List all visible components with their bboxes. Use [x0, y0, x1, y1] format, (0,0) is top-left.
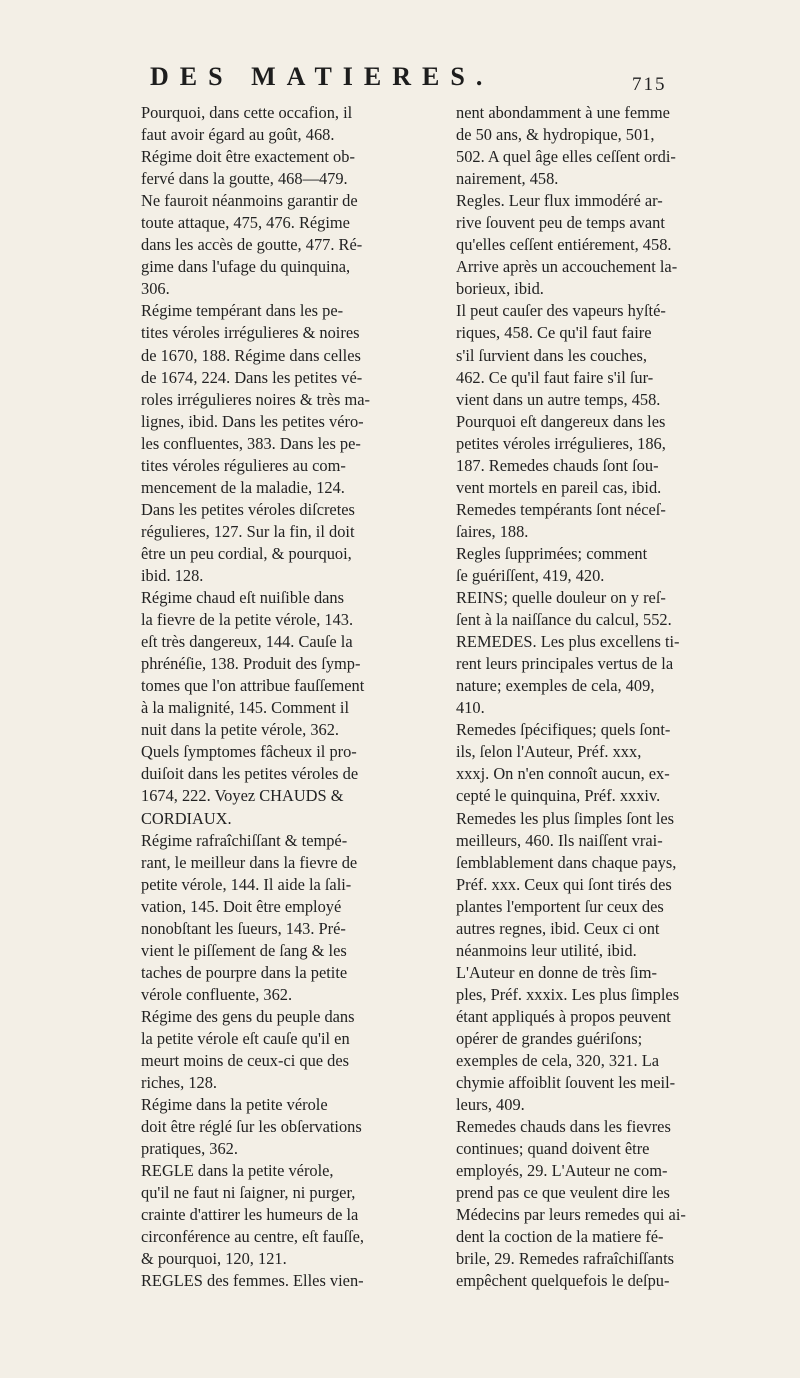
index-line: toute attaque, 475, 476. Régime	[141, 213, 350, 233]
index-line: ſe guériſſent, 419, 420.	[456, 565, 605, 585]
left-column	[141, 102, 441, 1293]
index-line: Remedes les plus ſimples ſont les	[456, 808, 675, 828]
index-line: Il peut cauſer des vapeurs hyſté-	[456, 301, 666, 321]
index-line: Régime tempérant dans les pe-	[141, 301, 344, 321]
index-line: étant appliqués à propos peuvent	[456, 1006, 671, 1026]
index-line: taches de pourpre dans la petite	[141, 962, 348, 982]
index-line: 187. Remedes chauds ſont ſou-	[456, 455, 659, 475]
index-line: rant, le meilleur dans la fievre de	[141, 852, 358, 872]
index-line: Remedes tempérants ſont néceſ-	[456, 499, 666, 519]
index-line: ils, ſelon l'Auteur, Préf. xxx,	[456, 742, 642, 762]
index-line: ſent à la naiſſance du calcul, 552.	[456, 610, 672, 630]
index-line: xxxj. On n'en connoît aucun, ex-	[456, 764, 670, 784]
index-line: vation, 145. Doit être employé	[141, 896, 342, 916]
index-line: de 1674, 224. Dans les petites vé-	[141, 367, 363, 387]
index-line: brile, 29. Remedes rafraîchiſſants	[456, 1249, 675, 1269]
index-line: fervé dans la goutte, 468—479.	[141, 169, 348, 189]
index-line: vérole confluente, 362.	[141, 984, 293, 1004]
index-line: meilleurs, 460. Ils naiſſent vrai-	[456, 830, 663, 850]
index-line: nonobſtant les ſueurs, 143. Pré-	[141, 918, 346, 938]
index-line: Dans les petites véroles diſcretes	[141, 499, 355, 519]
index-line: néanmoins leur utilité, ibid.	[456, 940, 637, 960]
index-line: empêchent quelquefois le deſpu-	[456, 1271, 670, 1291]
index-line: la fievre de la petite vérole, 143.	[141, 610, 354, 630]
index-line: 502. A quel âge elles ceſſent ordi-	[456, 147, 676, 167]
index-line: Médecins par leurs remedes qui ai-	[456, 1205, 686, 1225]
index-line: CORDIAUX.	[141, 808, 232, 828]
index-line: de 50 ans, & hydropique, 501,	[456, 125, 655, 145]
index-line: pratiques, 362.	[141, 1139, 238, 1159]
index-line: lignes, ibid. Dans les petites véro-	[141, 411, 364, 431]
index-line: 462. Ce qu'il faut faire s'il ſur-	[456, 367, 654, 387]
index-line: Remedes ſpécifiques; quels ſont-	[456, 720, 671, 740]
index-line: faut avoir égard au goût, 468.	[141, 125, 335, 145]
index-line: ples, Préf. xxxix. Les plus ſimples	[456, 984, 680, 1004]
index-line: Régime dans la petite vérole	[141, 1095, 328, 1115]
index-line: s'il ſurvient dans les couches,	[456, 345, 647, 365]
index-line: Arrive après un accouchement la-	[456, 257, 678, 277]
index-line: REGLES des femmes. Elles vien-	[141, 1271, 364, 1291]
index-line: ibid. 128.	[141, 565, 204, 585]
index-line: meurt moins de ceux-ci que des	[141, 1051, 350, 1071]
index-line: REGLE dans la petite vérole,	[141, 1161, 334, 1181]
index-line: riques, 458. Ce qu'il faut faire	[456, 323, 652, 343]
index-line: Régime des gens du peuple dans	[141, 1006, 355, 1026]
index-line: continues; quand doivent être	[456, 1139, 650, 1159]
index-line: ſemblablement dans chaque pays,	[456, 852, 677, 872]
index-line: rent leurs principales vertus de la	[456, 654, 674, 674]
index-line: employés, 29. L'Auteur ne com-	[456, 1161, 668, 1181]
index-line: Régime chaud eſt nuiſible dans	[141, 588, 345, 608]
index-line: petite vérole, 144. Il aide la ſali-	[141, 874, 352, 894]
index-line: Pourquoi, dans cette occafion, il	[141, 103, 353, 122]
index-line: vient dans un autre temps, 458.	[456, 389, 661, 409]
index-line: Regles. Leur flux immodéré ar-	[456, 191, 663, 211]
index-line: Régime rafraîchiſſant & tempé-	[141, 830, 348, 850]
index-line: REINS; quelle douleur on y reſ-	[456, 588, 666, 608]
index-line: gime dans l'ufage du quinquina,	[141, 257, 351, 277]
index-line: vient le piſſement de ſang & les	[141, 940, 347, 960]
index-line: REMEDES. Les plus excellens ti-	[456, 632, 680, 652]
index-line: leurs, 409.	[456, 1095, 525, 1115]
index-line: 410.	[456, 698, 485, 718]
index-line: nature; exemples de cela, 409,	[456, 676, 655, 696]
index-line: à la malignité, 145. Comment il	[141, 698, 350, 718]
index-line: Préf. xxx. Ceux qui ſont tirés des	[456, 874, 672, 894]
index-line: exemples de cela, 320, 321. La	[456, 1051, 659, 1071]
index-line: Remedes chauds dans les fievres	[456, 1117, 671, 1137]
index-line: & pourquoi, 120, 121.	[141, 1249, 287, 1269]
index-line: riches, 128.	[141, 1073, 218, 1093]
page-number: 715	[632, 74, 667, 95]
index-line: dent la coction de la matiere fé-	[456, 1227, 664, 1247]
index-line: plantes l'emportent ſur ceux des	[456, 896, 664, 916]
right-column	[456, 102, 758, 1293]
index-line: duiſoit dans les petites véroles de	[141, 764, 359, 784]
index-line: roles irrégulieres noires & très ma-	[141, 389, 370, 409]
index-line: petites véroles irrégulieres, 186,	[456, 433, 666, 453]
index-line: de 1670, 188. Régime dans celles	[141, 345, 361, 365]
index-line: 306.	[141, 279, 170, 299]
index-line: nuit dans la petite vérole, 362.	[141, 720, 340, 740]
index-line: eſt très dangereux, 144. Cauſe la	[141, 632, 353, 652]
index-line: crainte d'attirer les humeurs de la	[141, 1205, 359, 1225]
index-line: qu'il ne faut ni ſaigner, ni purger,	[141, 1183, 356, 1203]
index-line: cepté le quinquina, Préf. xxxiv.	[456, 786, 661, 806]
index-line: les confluentes, 383. Dans les pe-	[141, 433, 361, 453]
index-line: tites véroles régulieres au com-	[141, 455, 346, 475]
index-line: borieux, ibid.	[456, 279, 544, 299]
index-line: prend pas ce que veulent dire les	[456, 1183, 670, 1203]
index-line: mencement de la maladie, 124.	[141, 477, 345, 497]
index-line: circonférence au centre, eſt fauſſe,	[141, 1227, 364, 1247]
page-header	[0, 62, 800, 102]
index-line: Quels ſymptomes fâcheux il pro-	[141, 742, 357, 762]
index-line: être un peu cordial, & pourquoi,	[141, 543, 352, 563]
index-line: Pourquoi eſt dangereux dans les	[456, 411, 666, 431]
index-line: rive ſouvent peu de temps avant	[456, 213, 665, 233]
index-line: tomes que l'on attribue fauſſement	[141, 676, 365, 696]
index-line: régulieres, 127. Sur la fin, il doit	[141, 521, 355, 541]
index-line: doit être réglé ſur les obſervations	[141, 1117, 362, 1137]
index-line: Ne fauroit néanmoins garantir de	[141, 191, 358, 211]
index-line: L'Auteur en donne de très ſim-	[456, 962, 657, 982]
index-line: Regles ſupprimées; comment	[456, 543, 648, 563]
index-line: nairement, 458.	[456, 169, 559, 189]
index-line: nent abondamment à une femme	[456, 103, 670, 122]
index-line: phrénéſie, 138. Produit des ſymp-	[141, 654, 361, 674]
index-line: Régime doit être exactement ob-	[141, 147, 355, 167]
index-line: qu'elles ceſſent entiérement, 458.	[456, 235, 672, 255]
index-line: tites véroles irrégulieres & noires	[141, 323, 360, 343]
index-line: autres regnes, ibid. Ceux ci ont	[456, 918, 660, 938]
index-line: vent mortels en pareil cas, ibid.	[456, 477, 662, 497]
running-title: DES MATIERES.	[150, 62, 494, 91]
index-line: la petite vérole eſt cauſe qu'il en	[141, 1028, 350, 1048]
index-line: chymie affoiblit ſouvent les meil-	[456, 1073, 676, 1093]
index-line: opérer de grandes guériſons;	[456, 1028, 643, 1048]
index-line: ſaires, 188.	[456, 521, 529, 541]
index-line: 1674, 222. Voyez CHAUDS &	[141, 786, 344, 806]
index-line: dans les accès de goutte, 477. Ré-	[141, 235, 363, 255]
